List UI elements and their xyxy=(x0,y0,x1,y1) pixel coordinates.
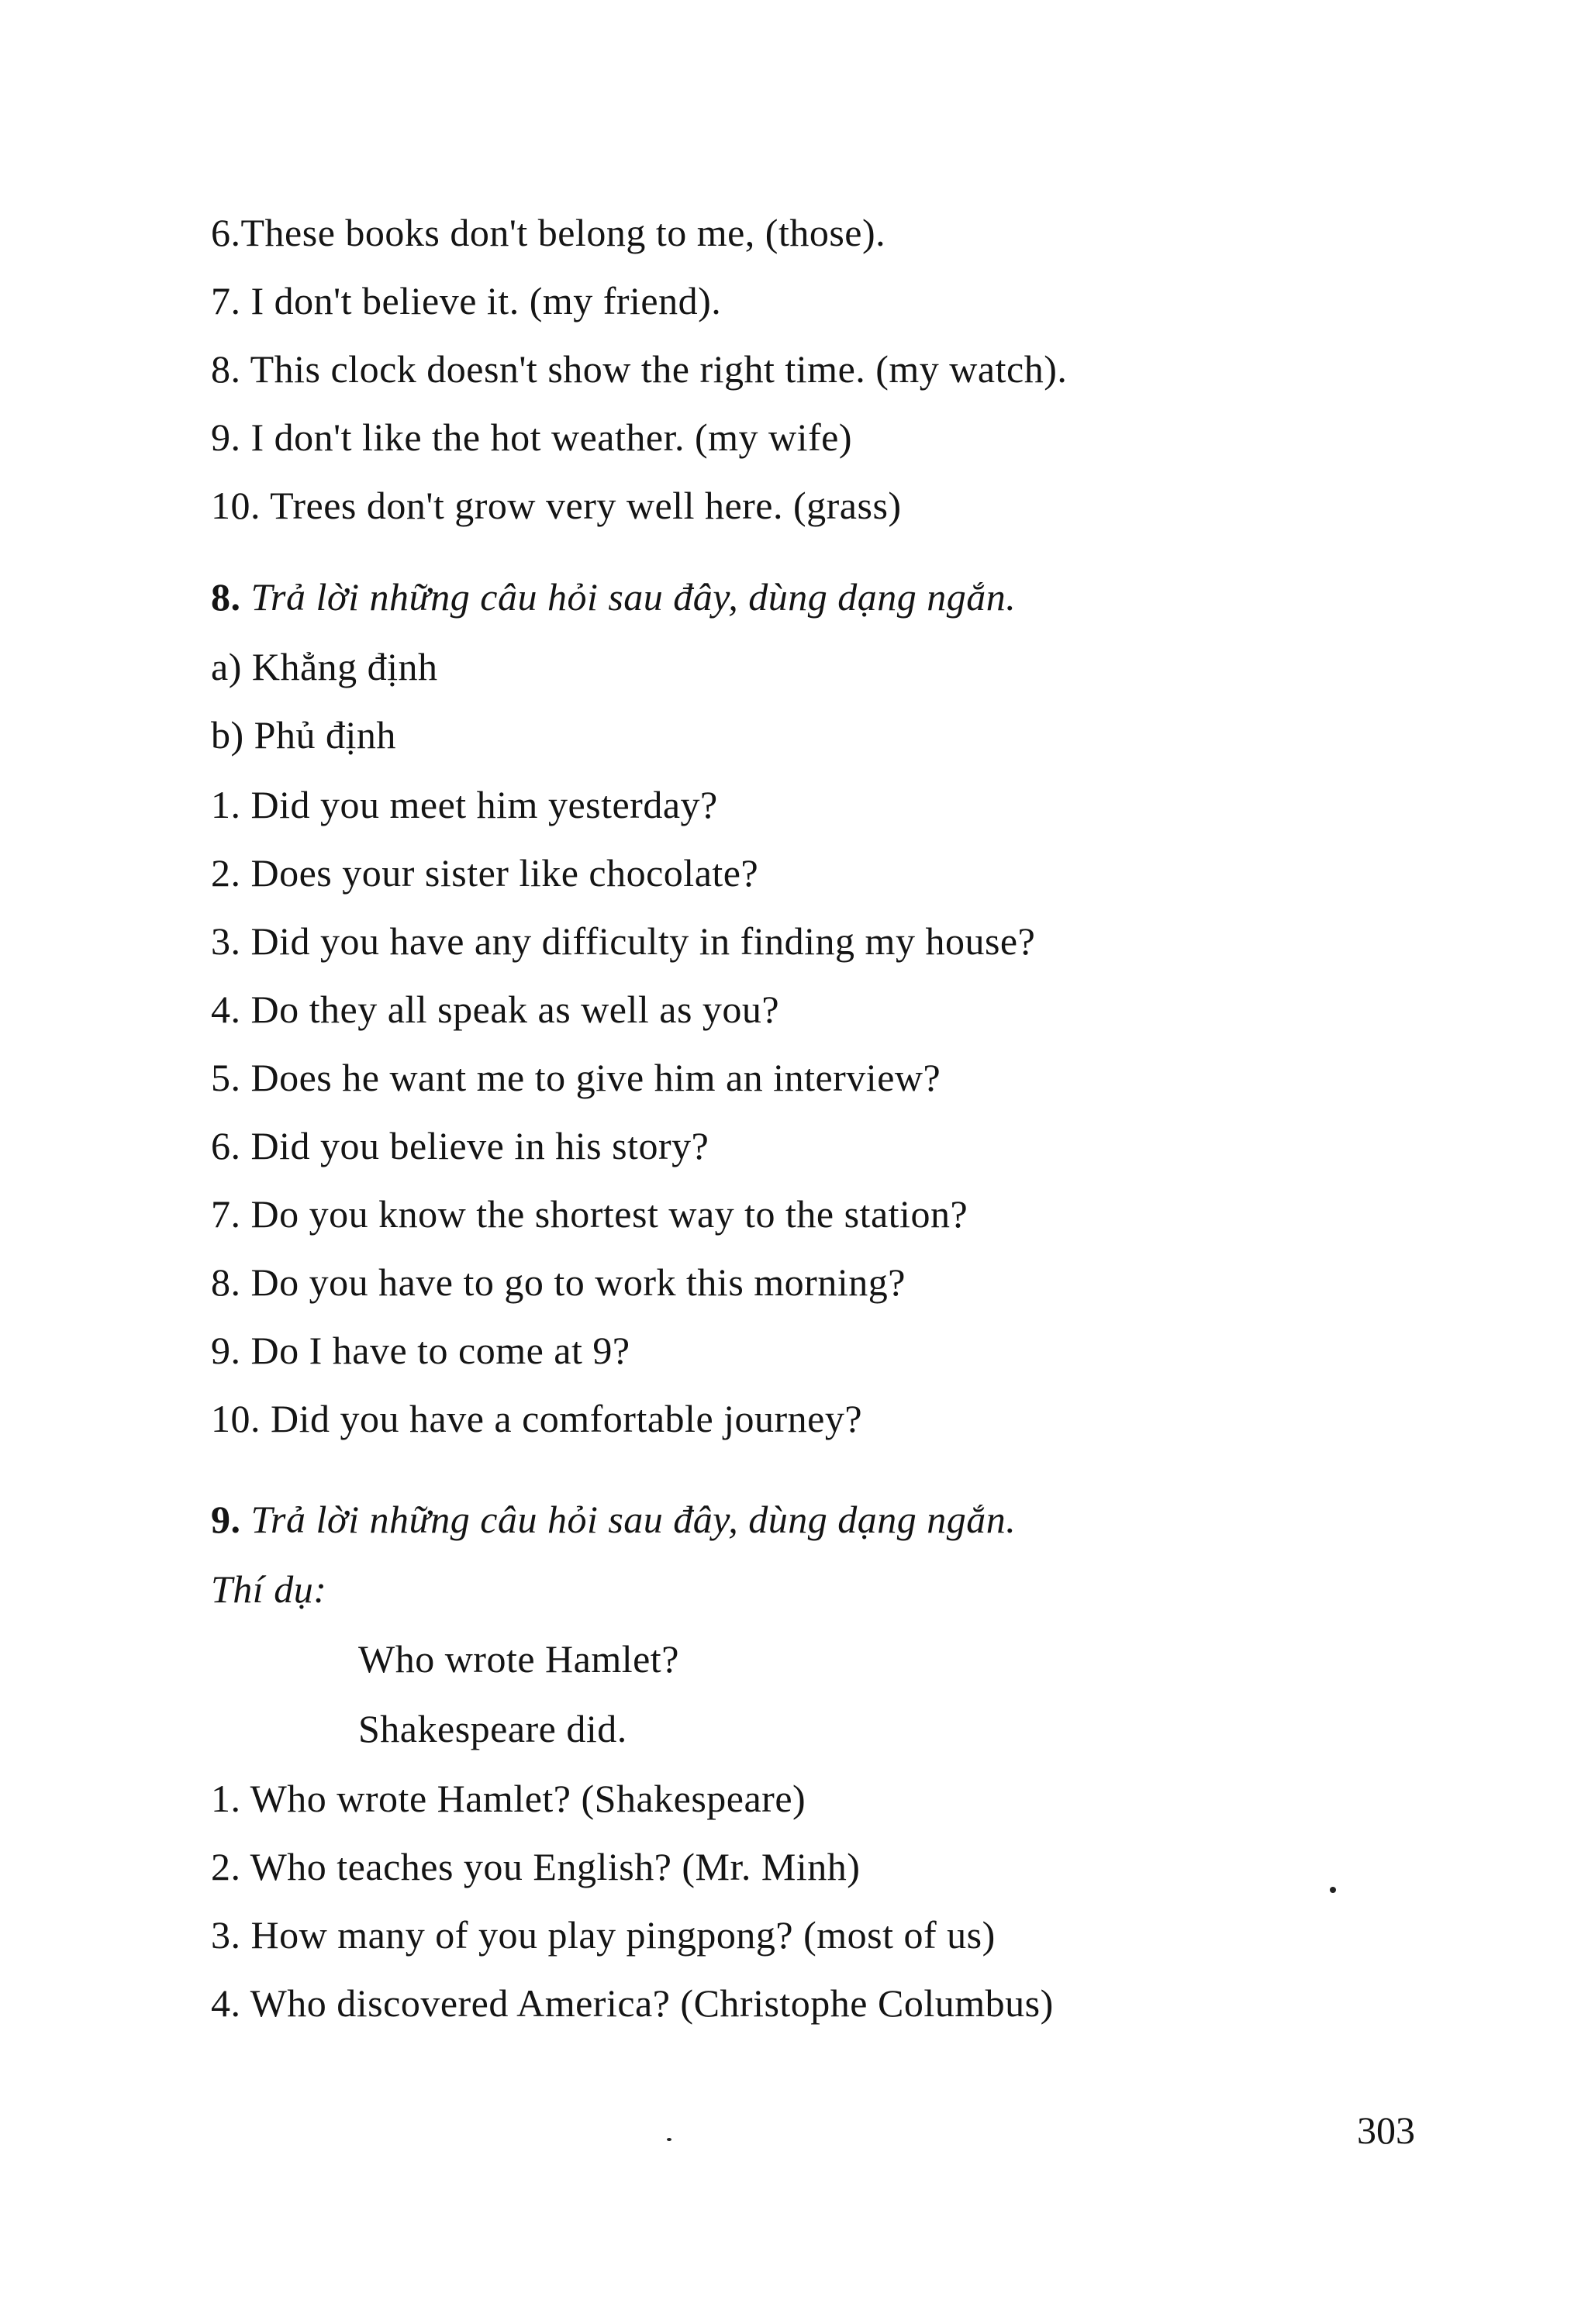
exercise8-item: 2. Does your sister like chocolate? xyxy=(211,851,759,895)
exercise8-item: 7. Do you know the shortest way to the station? xyxy=(211,1192,968,1236)
exercise8-item: 4. Do they all speak as well as you? xyxy=(211,988,780,1031)
exercise9-title: Trả lời những câu hỏi sau đây, dùng dạng ngắn. xyxy=(250,1498,1017,1541)
exercise9-item: 1. Who wrote Hamlet? (Shakespeare) xyxy=(211,1777,806,1820)
exercise8-option-a: a) Khẳng định xyxy=(211,645,438,688)
exercise9-heading xyxy=(211,1496,1016,1543)
exercise9-example-question: Who wrote Hamlet? xyxy=(358,1637,679,1681)
exercise8-item: 5. Does he want me to give him an interview? xyxy=(211,1056,941,1099)
exercise8-heading xyxy=(211,574,1016,620)
exercise9-example-label: Thí dụ: xyxy=(211,1567,327,1611)
exercise7-item-6: 6.These books don't belong to me, (those). xyxy=(211,211,886,254)
exercise9-item: 2. Who teaches you English? (Mr. Minh) xyxy=(211,1845,861,1888)
exercise8-number: 8. xyxy=(211,575,241,619)
exercise9-item: 3. How many of you play pingpong? (most of us) xyxy=(211,1913,996,1957)
exercise8-item: 9. Do I have to come at 9? xyxy=(211,1329,630,1372)
exercise8-item: 3. Did you have any difficulty in finding my house? xyxy=(211,919,1036,963)
exercise8-option-b: b) Phủ định xyxy=(211,713,396,757)
exercise9-number: 9. xyxy=(211,1498,241,1541)
exercise8-item: 1. Did you meet him yesterday? xyxy=(211,783,718,826)
exercise7-item-8: 8. This clock doesn't show the right time. (my watch). xyxy=(211,347,1068,391)
exercise7-item-7: 7. I don't believe it. (my friend). xyxy=(211,279,722,322)
exercise8-title: Trả lời những câu hỏi sau đây, dùng dạng ngắn. xyxy=(250,575,1017,619)
scan-speck xyxy=(1330,1887,1336,1893)
exercise9-example-answer: Shakespeare did. xyxy=(358,1707,627,1750)
exercise7-item-10: 10. Trees don't grow very well here. (grass) xyxy=(211,484,902,527)
exercise7-item-9: 9. I don't like the hot weather. (my wife) xyxy=(211,415,853,459)
exercise9-item: 4. Who discovered America? (Christophe Columbus) xyxy=(211,1981,1054,2025)
exercise8-item: 8. Do you have to go to work this morning? xyxy=(211,1260,906,1304)
page-number: 303 xyxy=(1357,2108,1415,2152)
exercise8-item: 10. Did you have a comfortable journey? xyxy=(211,1397,863,1440)
exercise8-item: 6. Did you believe in his story? xyxy=(211,1124,709,1167)
scan-speck xyxy=(667,2138,671,2141)
